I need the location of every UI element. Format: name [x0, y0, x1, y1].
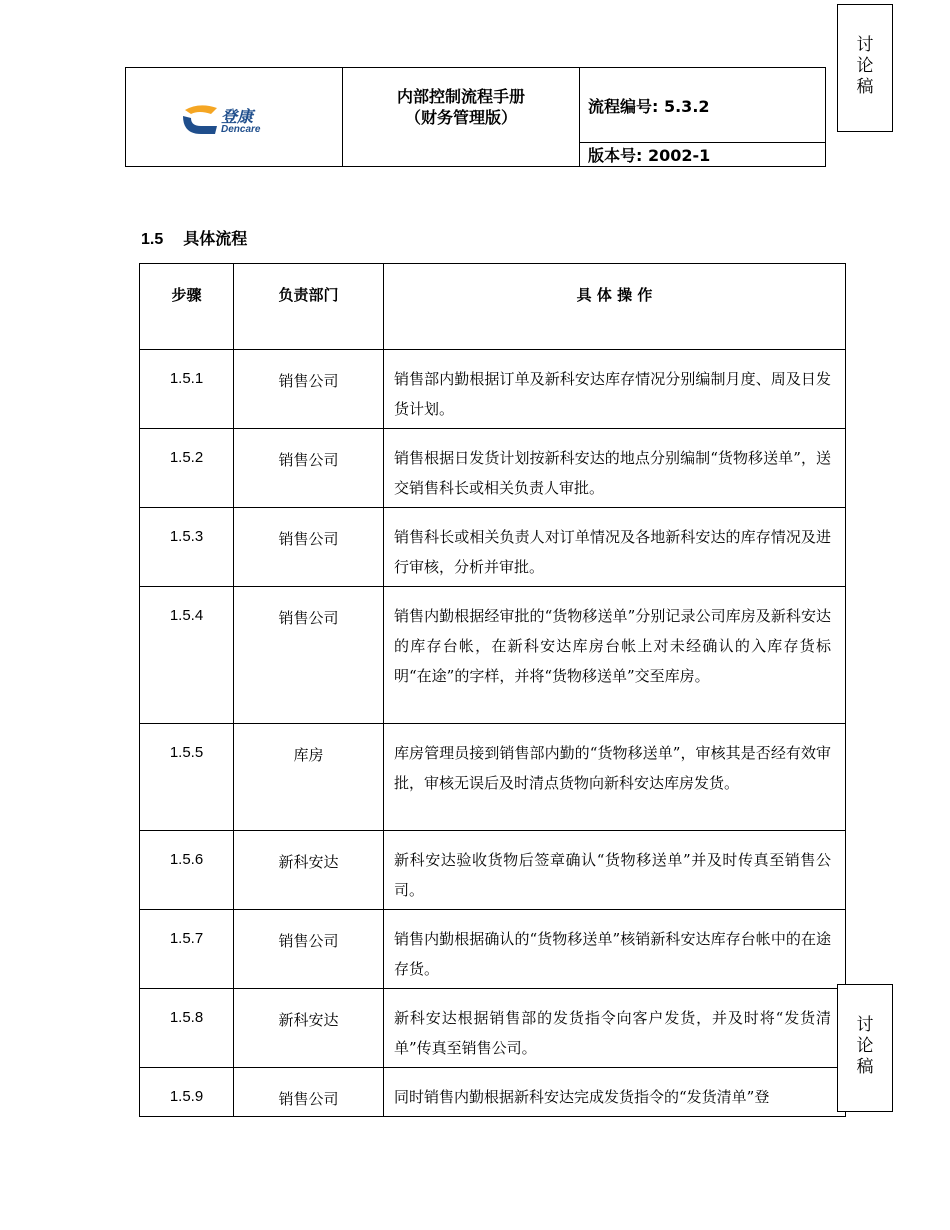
- row-operation: 销售部内勤根据订单及新科安达库存情况分别编制月度、周及日发货计划。: [384, 350, 846, 429]
- row-operation: 销售科长或相关负责人对订单情况及各地新科安达的库存情况及进行审核，分析并审批。: [384, 508, 846, 587]
- row-step: 1.5.2: [140, 429, 234, 508]
- row-step: 1.5.8: [140, 989, 234, 1068]
- header-dept: 负责部门: [234, 264, 384, 350]
- table-row: [140, 587, 846, 724]
- draft-char: 讨: [856, 35, 874, 55]
- table-header-row: [140, 264, 846, 350]
- process-code: 流程编号: 5.3.2: [588, 96, 710, 116]
- section-title: 具体流程: [183, 229, 248, 248]
- row-operation: 销售内勤根据确认的“货物移送单”核销新科安达库存台帐中的在途存货。: [384, 910, 846, 989]
- version: 版本号: 2002-1: [588, 146, 711, 165]
- manual-title: 内部控制流程手册: [396, 87, 525, 106]
- row-step: 1.5.4: [140, 587, 234, 724]
- row-operation: 库房管理员接到销售部内勤的“货物移送单”，审核其是否经有效审批，审核无误后及时清点货物向新科安达库房发货。: [384, 724, 846, 831]
- process-code-cell: [580, 68, 826, 143]
- row-dept: 销售公司: [234, 429, 384, 508]
- row-dept: 库房: [234, 724, 384, 831]
- process-table: [139, 263, 846, 1117]
- table-row: [140, 350, 846, 429]
- draft-char: 稿: [856, 1057, 874, 1077]
- table-row: [140, 429, 846, 508]
- row-dept: 销售公司: [234, 350, 384, 429]
- draft-char: 论: [856, 56, 874, 76]
- logo-text-en: Dencare: [221, 124, 261, 135]
- manual-title-cell: [343, 68, 580, 167]
- logo-cell: [126, 68, 343, 167]
- row-dept: 销售公司: [234, 508, 384, 587]
- header-operation: 具 体 操 作: [384, 264, 846, 350]
- manual-subtitle: （财务管理版）: [404, 108, 517, 127]
- dencare-logo: [181, 104, 275, 138]
- table-row: [140, 989, 846, 1068]
- draft-char: 论: [856, 1036, 874, 1056]
- draft-char: 稿: [856, 77, 874, 97]
- section-heading: [141, 226, 247, 249]
- document-header: [125, 67, 826, 167]
- row-step: 1.5.5: [140, 724, 234, 831]
- row-operation: 新科安达根据销售部的发货指令向客户发货，并及时将“发货清单”传真至销售公司。: [384, 989, 846, 1068]
- logo-swoosh-icon: [181, 104, 221, 138]
- draft-char: 讨: [856, 1015, 874, 1035]
- draft-stamp-top: [837, 4, 893, 132]
- table-row: [140, 910, 846, 989]
- version-cell: [580, 143, 826, 167]
- row-operation: 销售根据日发货计划按新科安达的地点分别编制“货物移送单”，送交销售科长或相关负责人审批。: [384, 429, 846, 508]
- section-number: 1.5: [141, 231, 164, 248]
- row-step: 1.5.1: [140, 350, 234, 429]
- row-operation: 销售内勤根据经审批的“货物移送单”分别记录公司库房及新科安达的库存台帐，在新科安达库房台帐上对未经确认的入库存货标明“在途”的字样，并将“货物移送单”交至库房。: [384, 587, 846, 724]
- logo-text-cn: 登康: [221, 107, 254, 126]
- table-row: [140, 508, 846, 587]
- draft-stamp-bottom: [837, 984, 893, 1112]
- row-dept: 新科安达: [234, 831, 384, 910]
- row-step: 1.5.6: [140, 831, 234, 910]
- table-row: [140, 1068, 846, 1117]
- row-operation: 同时销售内勤根据新科安达完成发货指令的“发货清单”登: [384, 1068, 846, 1117]
- row-step: 1.5.9: [140, 1068, 234, 1117]
- row-step: 1.5.3: [140, 508, 234, 587]
- row-dept: 销售公司: [234, 910, 384, 989]
- row-operation: 新科安达验收货物后签章确认“货物移送单”并及时传真至销售公司。: [384, 831, 846, 910]
- table-row: [140, 831, 846, 910]
- row-step: 1.5.7: [140, 910, 234, 989]
- table-row: [140, 724, 846, 831]
- row-dept: 销售公司: [234, 1068, 384, 1117]
- row-dept: 新科安达: [234, 989, 384, 1068]
- header-step: 步骤: [140, 264, 234, 350]
- row-dept: 销售公司: [234, 587, 384, 724]
